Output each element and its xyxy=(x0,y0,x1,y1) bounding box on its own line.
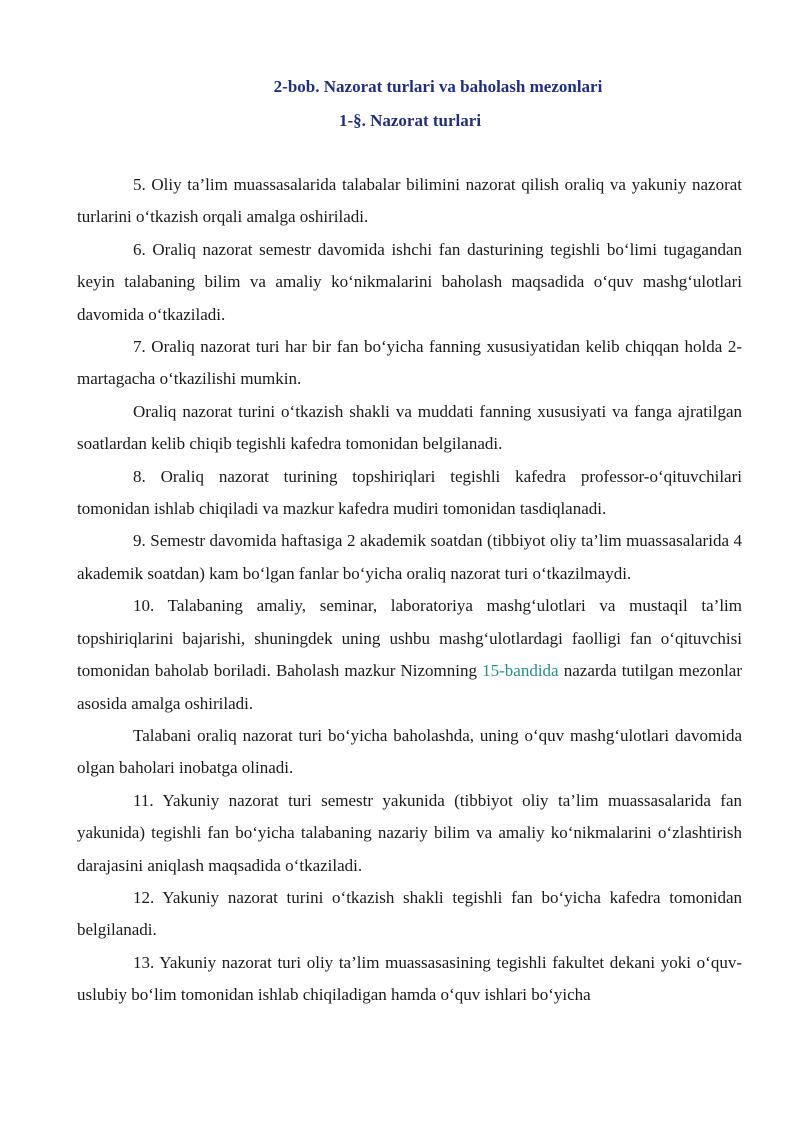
paragraph-10-text-after: nazarda tutilgan mezonlar asosida amalga oshiriladi. xyxy=(77,661,742,713)
reference-link-15-bandida[interactable]: 15-bandida xyxy=(482,661,559,681)
section-title: 1-§. Nazorat turlari xyxy=(338,111,482,130)
document-body xyxy=(77,169,742,1012)
paragraph-7: 7. Oraliq nazorat turi har bir fan bo‘yicha fanning xususiyatidan kelib chiqqan holda 2-martagacha o‘tkazilishi mumkin. xyxy=(77,337,742,389)
paragraph-8: 8. Oraliq nazorat turining topshiriqlari tegishli kafedra professor-o‘qituvchilari tomonidan ishlab chiqiladi va mazkur kafedra mudiri tomonidan tasdiqlanadi. xyxy=(77,466,742,519)
paragraph-9: 9. Semestr davomida haftasiga 2 akademik soatdan (tibbiyot oliy ta’lim muassasalarida 4 akademik soatdan) kam bo‘lgan fanlar bo‘yicha oraliq nazorat turi o‘tkazilmaydi. xyxy=(77,531,742,583)
paragraph-10-continued: Talabani oraliq nazorat turi bo‘yicha baholashda, uning o‘quv mashg‘ulotlari davomida olgan baholari inobatga olinadi. xyxy=(77,725,742,778)
paragraph-12: 12. Yakuniy nazorat turini o‘tkazish shakli tegishli fan bo‘yicha kafedra tomonidan belgilanadi. xyxy=(77,887,742,940)
chapter-title: 2-bob. Nazorat turlari va baholash mezonlari xyxy=(273,77,603,96)
paragraph-7-continued: Oraliq nazorat turini o‘tkazish shakli va muddati fanning xususiyati va fanga ajratilgan soatlardan kelib chiqib tegishli kafedra tomonidan belgilanadi. xyxy=(77,401,742,454)
paragraph-13: 13. Yakuniy nazorat turi oliy ta’lim muassasasining tegishli fakultet dekani yoki o‘quv-uslubiy bo‘lim tomonidan ishlab chiqiladigan hamda o‘quv ishlari bo‘yicha xyxy=(77,952,742,1005)
paragraph-11: 11. Yakuniy nazorat turi semestr yakunida (tibbiyot oliy ta’lim muassasalarida fan yakunida) tegishli fan bo‘yicha talabaning nazariy bilim va amaliy ko‘nikmalarini o‘zlashtirish darajasini aniqlash maqsadida o‘tkaziladi. xyxy=(77,790,742,875)
paragraph-10 xyxy=(77,590,742,720)
paragraph-10-text-before: 10. Talabaning amaliy, seminar, laboratoriya mashg‘ulotlari va mustaqil ta’lim topshiriqlarini bajarishi, shuningdek uning ushbu mashg‘ulotlardagi faolligi fan o‘qituvchisi tomonidan baholab boriladi. Baholash mazkur Nizomning xyxy=(77,596,742,681)
paragraph-6: 6. Oraliq nazorat semestr davomida ishchi fan dasturining tegishli bo‘limi tugagandan keyin talabaning bilim va amaliy ko‘nikmalarini baholash maqsadida o‘quv mashg‘ulotlari davomida o‘tkaziladi. xyxy=(77,239,742,324)
paragraph-5: 5. Oliy ta’lim muassasalarida talabalar bilimini nazorat qilish oraliq va yakuniy nazorat turlarini o‘tkazish orqali amalga oshiriladi. xyxy=(77,175,742,227)
